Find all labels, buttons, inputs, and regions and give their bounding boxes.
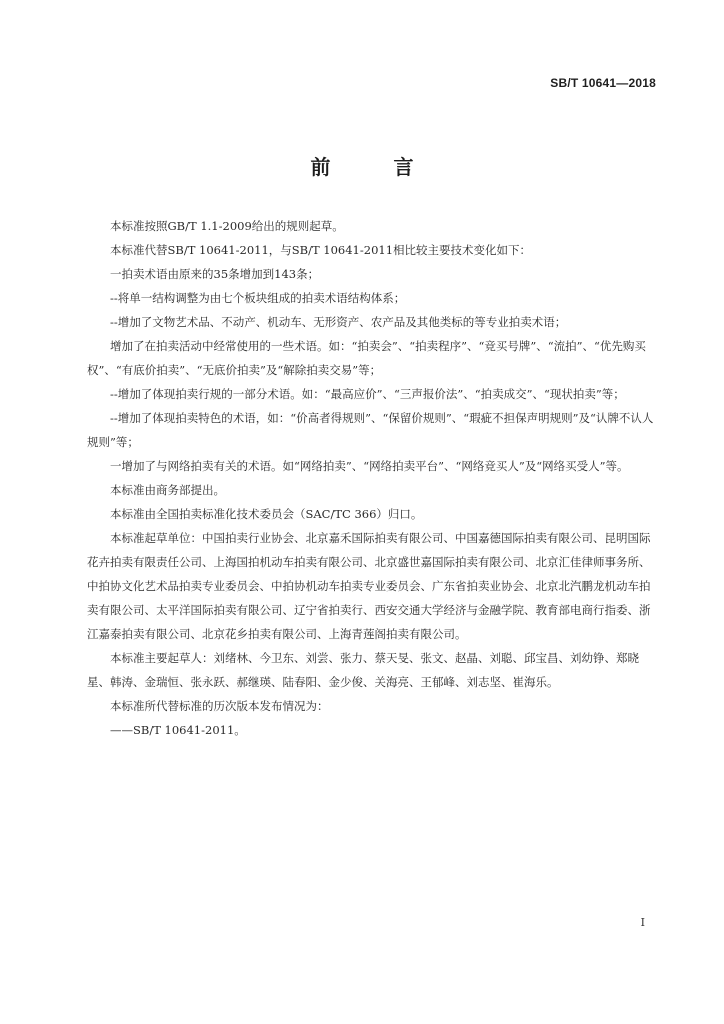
main-drafters-paragraph: 本标准主要起草人：刘绪林、今卫东、刘尝、张力、蔡天旻、张文、赵晶、刘聪、邱宝昌、刘幼铮、郑晓星、韩涛、金瑞恒、张永跃、郝继瑛、陆春阳、金少俊、关海亮、王郁峰、刘志坚、崔海乐。 [87,651,639,689]
paragraph-drafting-rule: 本标准按照GB/T 1.1-2009给出的规则起草。 [110,219,344,233]
proposer-paragraph: 本标准由商务部提出。 [110,483,225,497]
change-item-6: --增加了体现拍卖特色的术语，如：“价高者得规则”、“保留价规则”、“瑕疵不担保声明规则”及“认牌不认人规则”等； [87,411,654,449]
page-number: I [640,916,645,929]
change-item-3: --增加了文物艺术品、不动产、机动车、无形资产、农产品及其他类标的等专业拍卖术语； [110,315,567,329]
standard-code: SB/T 10641—2018 [550,76,656,90]
drafting-units-paragraph: 本标准起草单位：中国拍卖行业协会、北京嘉禾国际拍卖有限公司、中国嘉德国际拍卖有限公司、昆明国际花卉拍卖有限责任公司、上海国拍机动车拍卖有限公司、北京盛世嘉国际拍卖有限公司、北京汇佳律师事务所、中拍协文化艺术品拍卖专业委员会、中拍协机动车拍卖专业委员会、广东省拍卖业协会、北京北汽鹏龙机动车拍卖有限公司、太平洋国际拍卖有限公司、辽宁省拍卖行、西安交通大学经济与金融学院、教育部电商行指委、浙江嘉泰拍卖有限公司、北京花乡拍卖有限公司、上海青莲阁拍卖有限公司。 [87,531,651,641]
change-item-7: 一增加了与网络拍卖有关的术语。如“网络拍卖”、“网络拍卖平台”、“网络竞买人”及“网络买受人”等。 [110,459,629,473]
change-item-1: 一拍卖术语由原来的35条增加到143条； [110,267,320,281]
change-item-2: --将单一结构调整为由七个板块组成的拍卖术语结构体系； [110,291,406,305]
release-history-paragraph: 本标准所代替标准的历次版本发布情况为： [110,699,329,713]
release-history-item: ——SB/T 10641-2011。 [110,723,246,737]
change-item-5: --增加了体现拍卖行规的一部分术语。如：“最高应价”、“三声报价法”、“拍卖成交”、“现状拍卖”等； [110,387,625,401]
paragraph-replacement: 本标准代替SB/T 10641-2011，与SB/T 10641-2011相比较主要技术变化如下： [110,243,532,257]
change-item-4: 增加了在拍卖活动中经常使用的一些术语。如：“拍卖会”、“拍卖程序”、“竞买号牌”、“流拍”、“优先购买权”、“有底价拍卖”、“无底价拍卖”及“解除拍卖交易”等； [87,339,646,377]
foreword-content [87,214,657,742]
page-title: 前 言 [310,155,442,179]
centralized-by-paragraph: 本标准由全国拍卖标准化技术委员会（SAC/TC 366）归口。 [110,507,423,521]
